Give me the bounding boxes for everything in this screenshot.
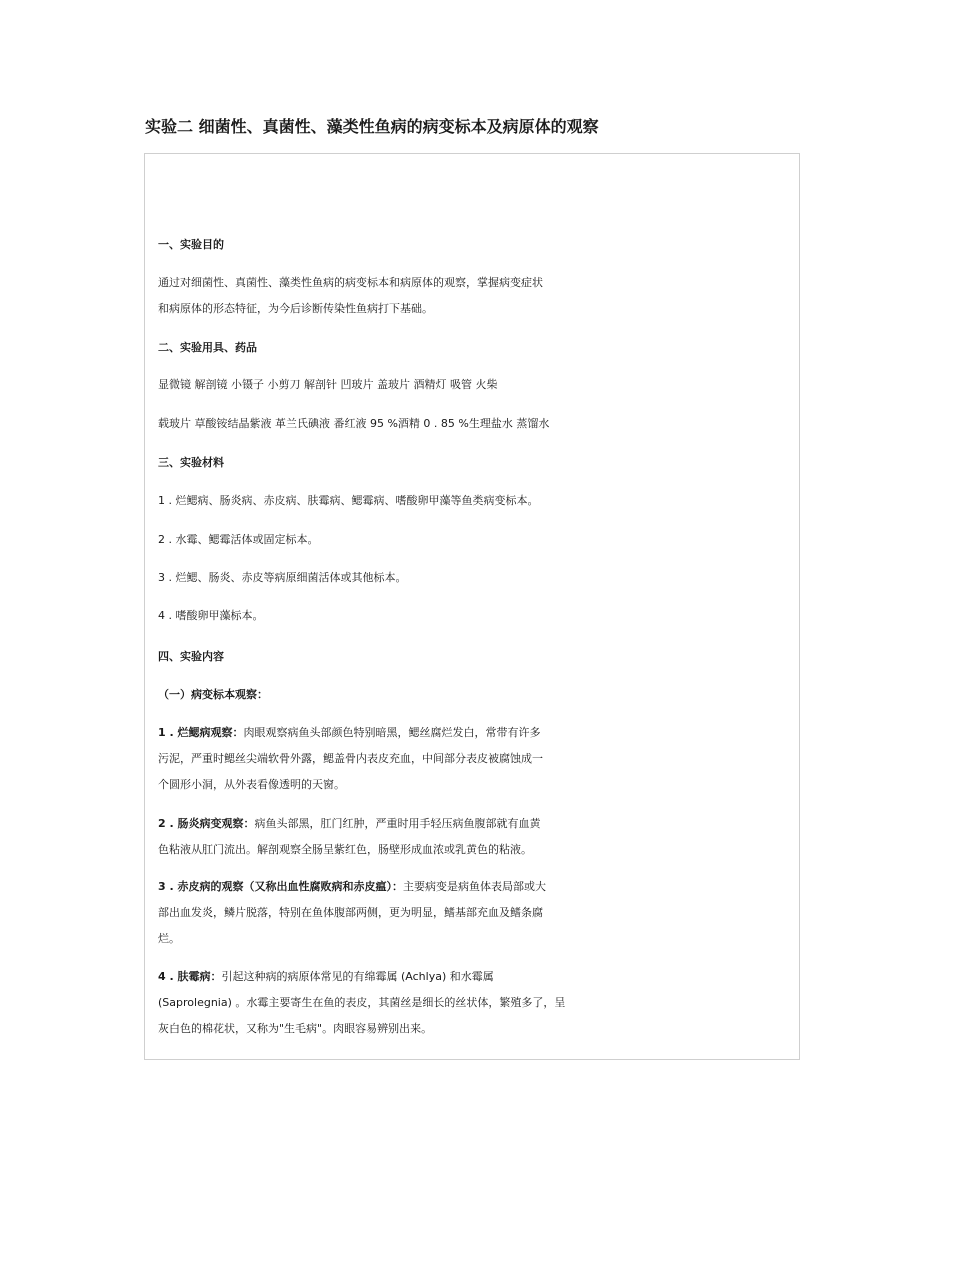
- purpose-text-line: 和病原体的形态特征，为今后诊断传染性鱼病打下基础。: [158, 302, 433, 315]
- materials-list-item: 1 . 烂鳃病、肠炎病、赤皮病、肤霉病、鳃霉病、嗜酸卵甲藻等鱼类病变标本。: [158, 494, 539, 507]
- section-heading-purpose: 一、实验目的: [158, 238, 224, 251]
- section-heading-content: 四、实验内容: [158, 650, 224, 663]
- page-title: 实验二 细菌性、真菌性、藻类性鱼病的病变标本及病原体的观察: [145, 117, 599, 136]
- materials-list-item: 4 . 嗜酸卵甲藻标本。: [158, 609, 264, 622]
- subsection-heading: （一）病变标本观察：: [158, 688, 268, 701]
- entry-text: 引起这种病的病原体常见的有绵霉属 (Achlya) 和水霉属: [221, 970, 494, 983]
- content-entry-line: (Saprolegnia) 。水霉主要寄生在鱼的表皮，其菌丝是细长的丝状体，繁殖多了，呈: [158, 996, 566, 1009]
- section-heading-tools: 二、实验用具、药品: [158, 341, 257, 354]
- purpose-text-line: 通过对细菌性、真菌性、藻类性鱼病的病变标本和病原体的观察，掌握病变症状: [158, 276, 543, 289]
- content-entry-line: 部出血发炎，鳞片脱落，特别在鱼体腹部两侧，更为明显，鳍基部充血及鳍条腐: [158, 906, 543, 919]
- entry-label: 2 . 肠炎病变观察：: [158, 817, 255, 830]
- content-entry-line: 污泥，严重时鳃丝尖端软骨外露，鳃盖骨内表皮充血，中间部分表皮被腐蚀成一: [158, 752, 543, 765]
- content-entry-line: 个圆形小洞，从外表看像透明的天窗。: [158, 778, 345, 791]
- entry-text: 主要病变是病鱼体表局部或大: [403, 880, 546, 893]
- tools-text-line: 载玻片 草酸铵结晶紫液 革兰氏碘液 番红液 95 %酒精 0 . 85 %生理盐水 蒸馏水: [158, 417, 550, 430]
- content-entry-line: [158, 811, 798, 837]
- tools-text-line: 显微镜 解剖镜 小镊子 小剪刀 解剖针 凹玻片 盖玻片 酒精灯 吸管 火柴: [158, 378, 498, 391]
- entry-label: 1 . 烂鳃病观察：: [158, 726, 244, 739]
- content-entry-line: 灰白色的棉花状，又称为"生毛病"。肉眼容易辨别出来。: [158, 1022, 433, 1035]
- content-entry-line: [158, 964, 798, 990]
- content-entry-line: 色粘液从肛门流出。解剖观察全肠呈紫红色，肠壁形成血浓或乳黄色的粘液。: [158, 843, 532, 856]
- entry-label: 3 . 赤皮病的观察（又称出血性腐败病和赤皮瘟）：: [158, 880, 403, 893]
- materials-list-item: 2 . 水霉、鳃霉活体或固定标本。: [158, 533, 319, 546]
- content-entry-line: [158, 720, 798, 746]
- entry-text: 病鱼头部黑，肛门红肿，严重时用手轻压病鱼腹部就有血黄: [254, 817, 541, 830]
- materials-list-item: 3 . 烂鳃、肠炎、赤皮等病原细菌活体或其他标本。: [158, 571, 407, 584]
- entry-text: 肉眼观察病鱼头部颜色特别暗黑，鳃丝腐烂发白，常带有许多: [243, 726, 541, 739]
- content-entry-line: [158, 874, 798, 900]
- section-heading-materials: 三、实验材料: [158, 456, 224, 469]
- content-entry-line: 烂。: [158, 932, 180, 945]
- entry-label: 4 . 肤霉病：: [158, 970, 222, 983]
